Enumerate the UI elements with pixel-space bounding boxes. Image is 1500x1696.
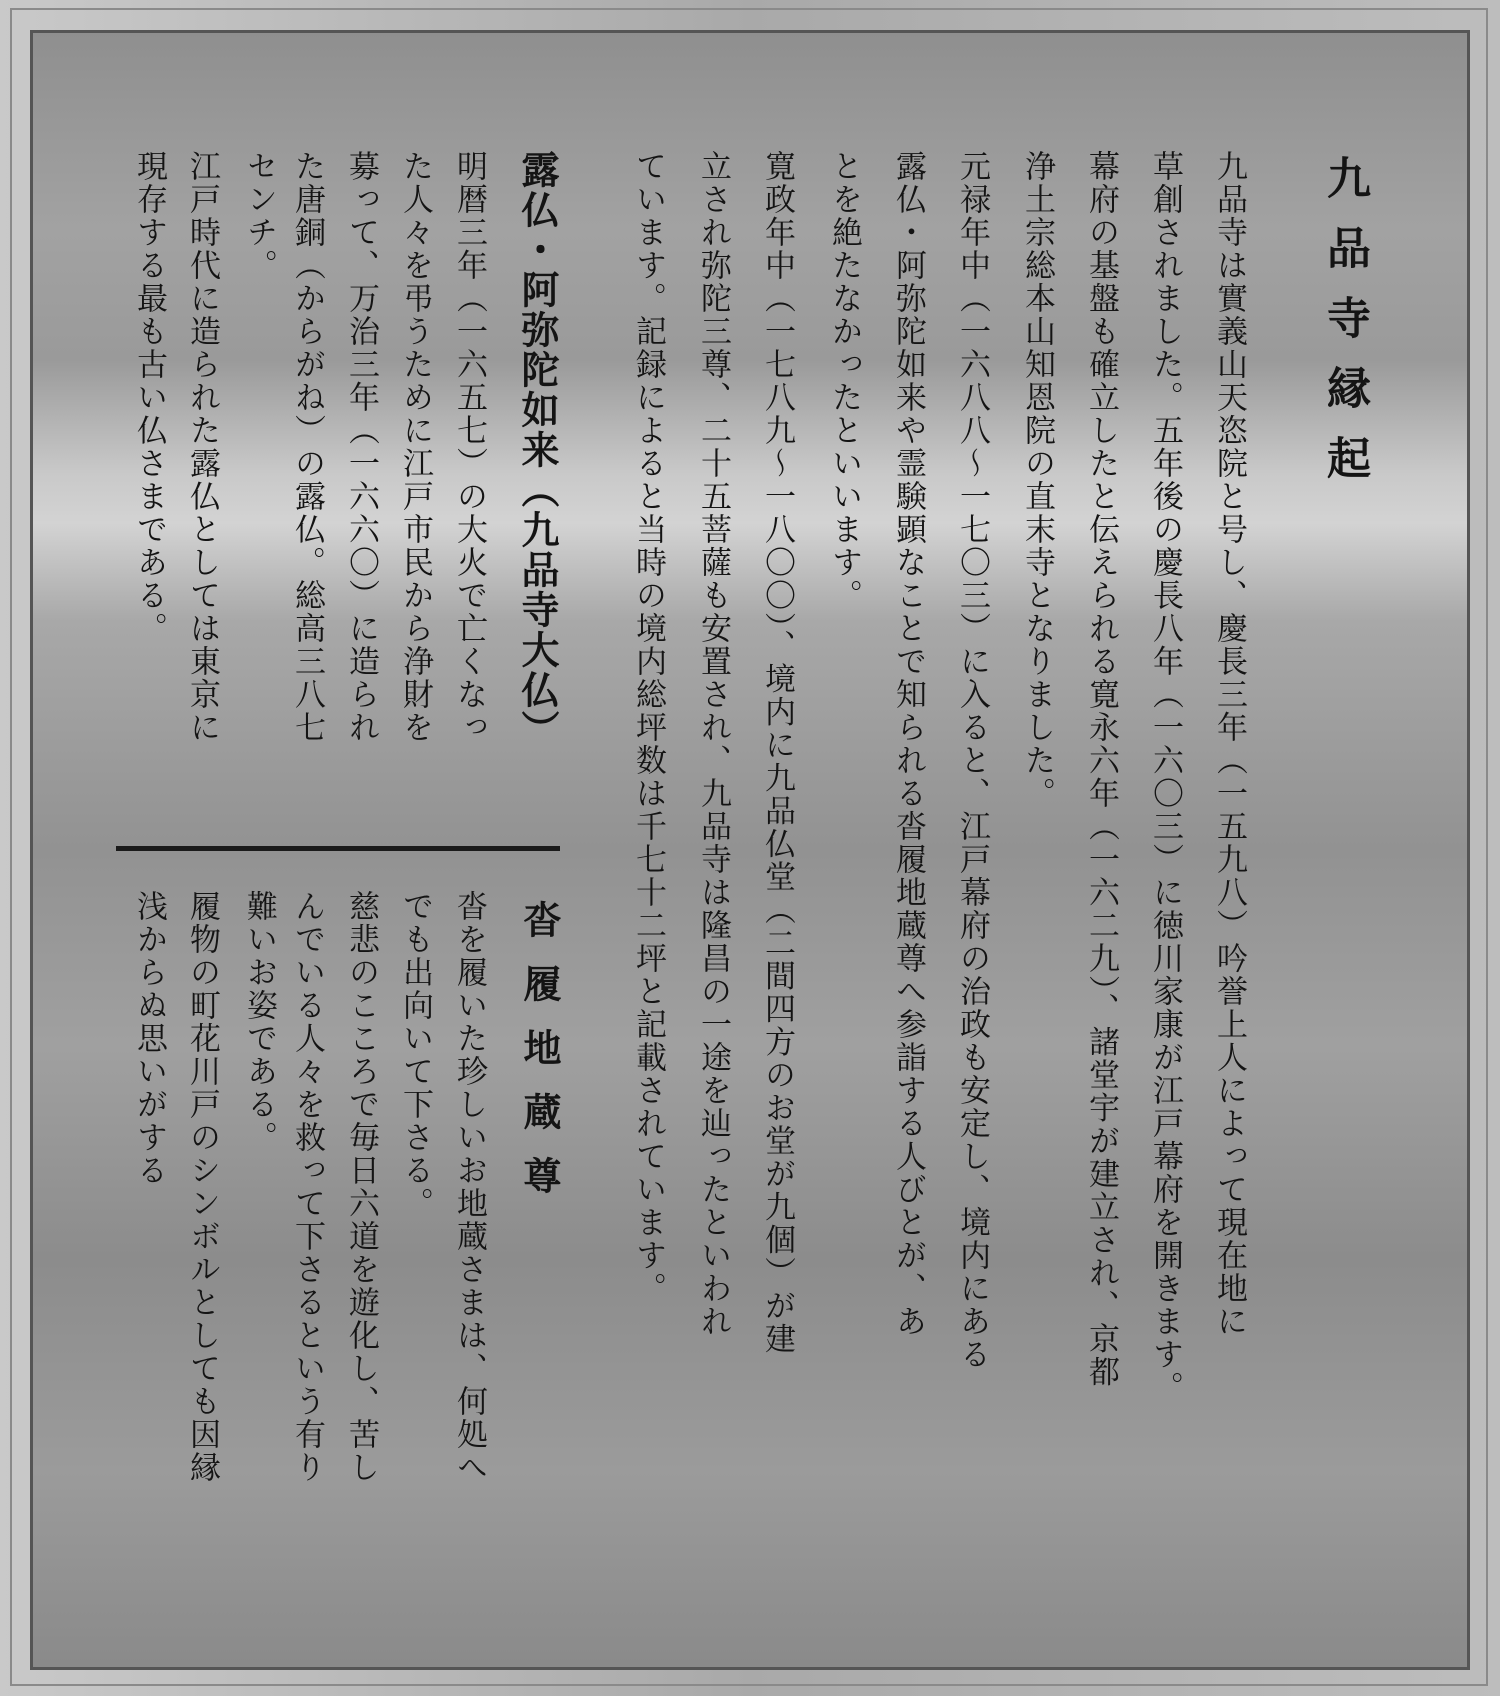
amida-line-3: 募って、万治三年（一六六〇）に造られ bbox=[343, 150, 379, 744]
amida-line-7: 現存する最も古い仏さまである。 bbox=[131, 150, 167, 645]
jizo-line-1: 沓を履いた珍しいお地蔵さまは、何処へ bbox=[451, 890, 487, 1484]
engi-line-7: とを絶たなかったといいます。 bbox=[826, 150, 862, 612]
jizo-line-4: んでいる人々を救って下さるという有り bbox=[289, 890, 325, 1484]
amida-line-2: た人々を弔うために江戸市民から浄財を bbox=[397, 150, 433, 744]
engi-line-8: 寛政年中（一七八九～一八〇〇）、境内に九品仏堂（二間四方のお堂が九個）が建 bbox=[759, 150, 795, 1356]
amida-heading: 露仏・阿弥陀如来（九品寺大仏） bbox=[515, 150, 560, 750]
jizo-line-5: 難いお姿である。 bbox=[241, 890, 277, 1154]
engi-line-5: 元禄年中（一六八八～一七〇三）に入ると、江戸幕府の治政も安定し、境内にある bbox=[954, 150, 990, 1371]
amida-line-6: 江戸時代に造られた露仏としては東京に bbox=[184, 150, 220, 744]
jizo-heading: 沓履地蔵尊 bbox=[517, 900, 562, 1220]
jizo-line-2: でも出向いて下さる。 bbox=[397, 890, 433, 1220]
amida-line-4: た唐銅（からがね）の露仏。総高三八七 bbox=[289, 150, 325, 744]
engi-line-9: 立され弥陀三尊、二十五菩薩も安置され、九品寺は隆昌の一途を辿ったといわれ bbox=[695, 150, 731, 1338]
sign-title: 九品寺縁起 bbox=[1319, 155, 1370, 505]
engi-line-1: 九品寺は實義山天恣院と号し、慶長三年（一五九八）吟誉上人によって現在地に bbox=[1211, 150, 1247, 1338]
jizo-line-7: 浅からぬ思いがする bbox=[131, 890, 167, 1187]
amida-line-1: 明暦三年（一六五七）の大火で亡くなっ bbox=[451, 150, 487, 744]
section-divider bbox=[116, 846, 560, 851]
jizo-line-3: 慈悲のこころで毎日六道を遊化し、苦し bbox=[343, 890, 379, 1484]
engi-line-3: 幕府の基盤も確立したと伝えられる寛永六年（一六二九）、諸堂宇が建立され、京都 bbox=[1083, 150, 1119, 1389]
amida-line-5: センチ。 bbox=[241, 150, 277, 282]
engi-line-10: ています。記録によると当時の境内総坪数は千七十二坪と記載されています。 bbox=[630, 150, 666, 1305]
jizo-line-6: 履物の町花川戸のシンボルとしても因縁 bbox=[184, 890, 220, 1484]
engi-line-4: 浄土宗総本山知恩院の直末寺となりました。 bbox=[1019, 150, 1055, 810]
engi-line-2: 草創されました。五年後の慶長八年（一六〇三）に徳川家康が江戸幕府を開きます。 bbox=[1147, 150, 1183, 1404]
engi-line-6: 露仏・阿弥陀如来や霊験顕なことで知られる沓履地蔵尊へ参詣する人びとが、あ bbox=[890, 150, 926, 1338]
